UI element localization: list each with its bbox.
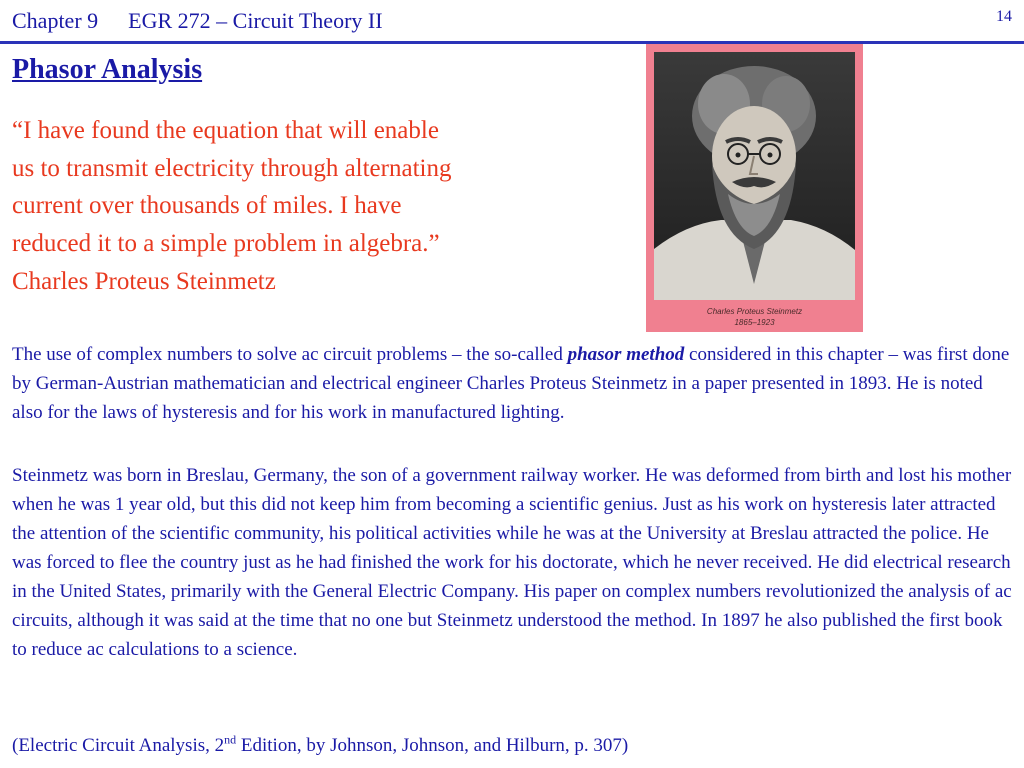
paragraph-text: considered in this chapter – was first done by German-Austrian mathematician and electrical engineer Charles Proteus Steinmetz in a paper presented in 1893. He is noted also for the laws of hysteresis and for his work in manufactured lighting.	[12, 344, 1010, 423]
reference-text: Edition, by Johnson, Johnson, and Hilburn, p. 307)	[236, 735, 629, 756]
phasor-method-emphasis: phasor method	[567, 344, 685, 365]
slide-header	[12, 8, 383, 34]
course-title: EGR 272 – Circuit Theory II	[128, 8, 383, 33]
quote-author: Charles Proteus Steinmetz	[12, 268, 276, 295]
portrait-photo-image	[646, 44, 863, 332]
paragraph-phasor-history	[12, 340, 1016, 427]
slide-title: Phasor Analysis	[12, 54, 203, 85]
quote-line: current over thousands of miles. I have	[12, 192, 402, 219]
paragraph-text: The use of complex numbers to solve ac circuit problems – the so-called	[12, 344, 568, 365]
header-divider	[0, 41, 1024, 44]
quote-line: “I have found the equation that will enable	[12, 117, 439, 144]
quote-line: us to transmit electricity through alternating	[12, 154, 452, 182]
portrait-caption-name: Charles Proteus Steinmetz	[706, 307, 803, 316]
steinmetz-portrait	[646, 44, 863, 332]
reference-superscript: nd	[224, 732, 237, 747]
portrait-caption-years: 1865–1923	[734, 318, 775, 327]
page-number: 14	[996, 8, 1012, 25]
reference-text: (Electric Circuit Analysis, 2	[12, 735, 225, 756]
quote-line: reduced it to a simple problem in algebra.”	[12, 229, 440, 257]
source-reference	[12, 731, 1016, 760]
paragraph-steinmetz-bio: Steinmetz was born in Breslau, Germany, the son of a government railway worker. He was deformed from birth and lost his mother when he was 1 year old, but this did not keep him from becoming a scientific genius. Just as his work on hysteresis later attracted the attention of the scientific community, his political activities while he was at the University at Breslau attracted the police. He was forced to flee the country just as he had finished the work for his doctorate, which he never received. He did electrical research in the United States, primarily with the General Electric Company. His paper on complex numbers revolutionized the analysis of ac circuits, although it was said at the time that no one but Steinmetz understood the method. In 1897 he also published the first book to reduce ac calculations to a science.	[12, 465, 1012, 660]
chapter-label: Chapter 9	[12, 8, 99, 33]
quote-block	[12, 112, 612, 262]
